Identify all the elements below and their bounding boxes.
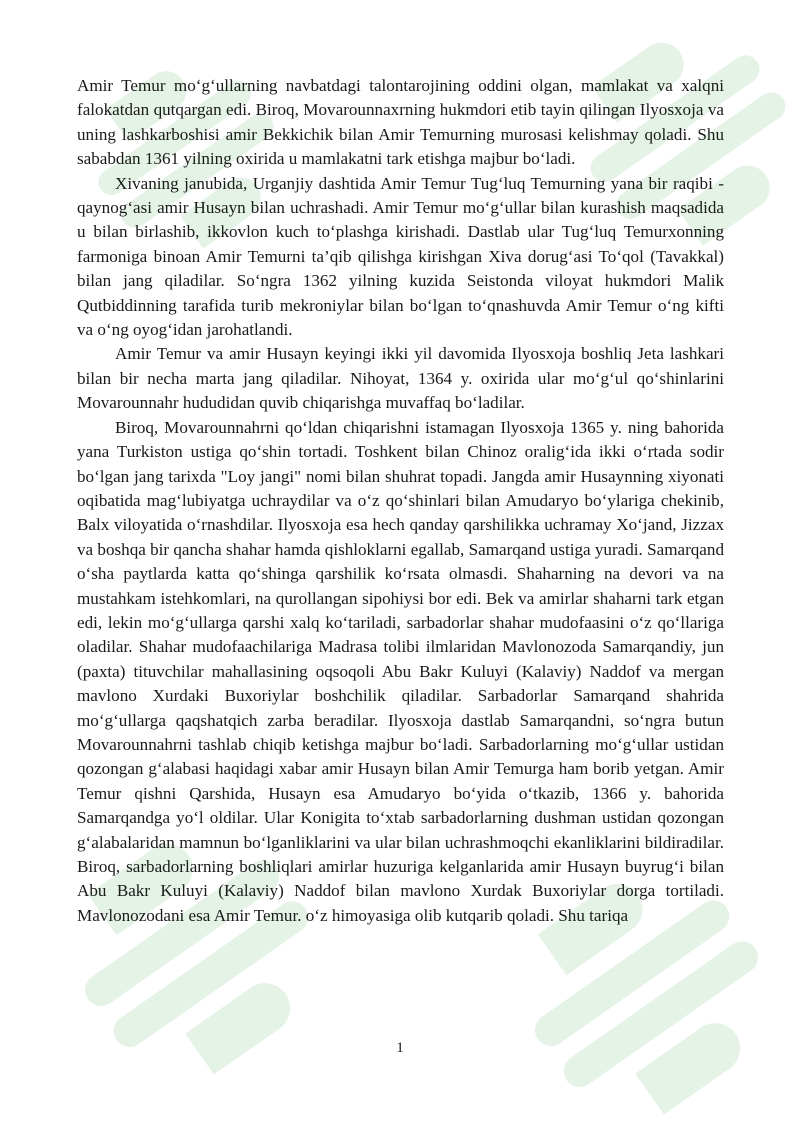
document-body	[77, 74, 724, 928]
paragraph: Amir Temur va amir Husayn keyingi ikki yil davomida Ilyosxoja boshliq Jeta lashkari bilan bir necha marta jang qiladilar. Nihoyat, 1364 y. oxirida ular mo‘g‘ul qo‘shinlarini Movarounnahr hududidan quvib chiqarishga muvaffaq bo‘ladilar.	[77, 344, 724, 413]
paragraph: Amir Temur mo‘g‘ullarning navbatdagi talontarojining oddini olgan, mamlakat va xalqni falokatdan qutqargan edi. Biroq, Movarounnaxrning hukmdori etib tayin qilingan Ilyosxoja va uning lashkarboshisi amir Bekkichik bilan Amir Temurning murosasi kelishmay qoladi. Shu sababdan 1361 yilning oxirida u mamlakatni tark etishga majbur bo‘ladi.	[77, 76, 724, 169]
paragraph: Xivaning janubida, Urganjiy dashtida Amir Temur Tug‘luq Temurning yana bir raqibi - qaynog‘asi amir Husayn bilan uchrashadi. Amir Temur mo‘g‘ullar bilan kurashish maqsadida u bilan birlashib, ikkovlon kuch to‘plashga kirishadi. Dastlab ular Tug‘luq Temurxonning farmoniga binoan Amir Temurni ta’qib qilishga kirishgan Xiva dorug‘asi To‘qol (Tavakkal) bilan jang qiladilar. So‘ngra 1362 yilning kuzida Seistonda viloyat hukmdori Malik Qutbiddinning tarafida turib mekroniylar bilan bo‘lgan to‘qnashuvda Amir Temur o‘ng kifti va o‘ng oyog‘idan jarohatlandi.	[77, 173, 724, 340]
paragraph: Biroq, Movarounnahrni qo‘ldan chiqarishni istamagan Ilyosxoja 1365 y. ning bahorida yana Turkiston ustiga qo‘shin tortadi. Toshkent bilan Chinoz oralig‘ida ikki o‘rtada sodir bo‘lgan jang tarixda "Loy jangi" nomi bilan shuhrat topadi. Jangda amir Husaynning xiyonati oqibatida mag‘lubiyatga uchraydilar va o‘z qo‘shinlari bilan Amudaryo bo‘ylariga chekinib, Balx viloyatida o‘rnashdilar. Ilyosxoja esa hech qanday qarshilikka uchramay Xo‘jand, Jizzax va boshqa bir qancha shahar hamda qishloklarni egallab, Samarqand ustiga yuradi. Samarqand o‘sha paytlarda katta qo‘shinga qarshilik ko‘rsata olmasdi. Shaharning na devori va na mustahkam istehkomlari, na qurollangan sipohiysi bor edi. Bek va amirlar shaharni tark etgan edi, lekin mo‘g‘ullarga qarshi xalq ko‘tariladi, sarbadorlar shahar mudofaasini o‘z qo‘llariga oladilar. Shahar mudofaachilariga Madrasa tolibi ilmlaridan Mavlonozoda Samarqandiy, jun (paxta) tituvchilar mahallasining oqsoqoli Abu Bakr Kuluyi (Kalaviy) Naddof va mergan mavlono Xurdaki Buxoriylar boshchilik qiladilar. Sarbadorlar Samarqand shahrida mo‘g‘ullarga qaqshatqich zarba beradilar. Ilyosxoja dastlab Samarqandni, so‘ngra butun Movarounnahrni tashlab chiqib ketishga majbur bo‘ladi. Sarbadorlarning mo‘g‘ullar ustidan qozongan g‘alabasi haqidagi xabar amir Husayn bilan Amir Temurga ham borib yetgan. Amir Temur qishni Qarshida, Husayn esa Amudaryo bo‘yida o‘tkazib, 1366 y. bahorida Samarqandga yo‘l oldilar. Ular Konigita to‘xtab sarbadorlarning dushman ustidan qozongan g‘alabalaridan mamnun bo‘lganliklarini va ular bilan uchrashmoqchi ekanliklarini bildiradilar. Biroq, sarbadorlarning boshliqlari amirlar huzuriga kelganlarida amir Husayn buyrug‘i bilan Abu Bakr Kuluyi (Kalaviy) Naddof bilan mavlono Xurdak Buxoriylar dorga tortiladi. Mavlonozodani esa Amir Temur. o‘z himoyasiga olib kutqarib qoladi. Shu tariqa	[77, 417, 724, 925]
page-number: 1	[396, 1040, 404, 1056]
